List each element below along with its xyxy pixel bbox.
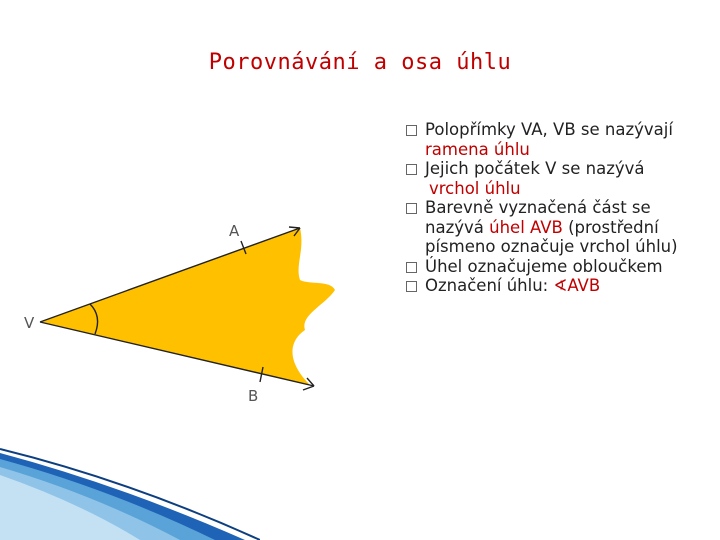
corner-decoration xyxy=(0,445,260,540)
bullet-term: vrchol úhlu xyxy=(429,178,521,198)
label-a: A xyxy=(229,222,240,240)
bullet-text: Polopřímky VA, VB se nazývají xyxy=(425,120,673,139)
bullet-text: Barevně vyznačená část se nazývá xyxy=(425,198,651,237)
bullet-checkbox-icon xyxy=(406,281,417,292)
angle-figure xyxy=(0,200,340,420)
bullet-text: Jejich počátek V se nazývá xyxy=(425,159,645,178)
bullet-list xyxy=(406,120,706,296)
label-v: V xyxy=(24,314,35,332)
bullet-item-arc xyxy=(406,257,706,277)
bullet-item-notation xyxy=(406,276,706,296)
bullet-term: ramena úhlu xyxy=(425,139,530,159)
slide-title: Porovnávání a osa úhlu xyxy=(208,50,512,75)
bullet-checkbox-icon xyxy=(406,262,417,273)
bullet-term: ∢AVB xyxy=(553,276,601,295)
bullet-text: (prostřední písmeno označuje vrchol úhlu) xyxy=(425,217,678,256)
bullet-checkbox-icon xyxy=(406,203,417,214)
label-b: B xyxy=(248,387,259,405)
bullet-checkbox-icon xyxy=(406,164,417,175)
bullet-term: úhel AVB xyxy=(489,217,563,237)
bullet-text: Označení úhlu: xyxy=(425,276,554,295)
bullet-item-rays xyxy=(406,120,706,140)
bullet-item-vertex xyxy=(406,159,706,179)
bullet-item-angle xyxy=(406,198,706,257)
bullet-text: Úhel označujeme obloučkem xyxy=(425,256,663,276)
bullet-checkbox-icon xyxy=(406,125,417,136)
